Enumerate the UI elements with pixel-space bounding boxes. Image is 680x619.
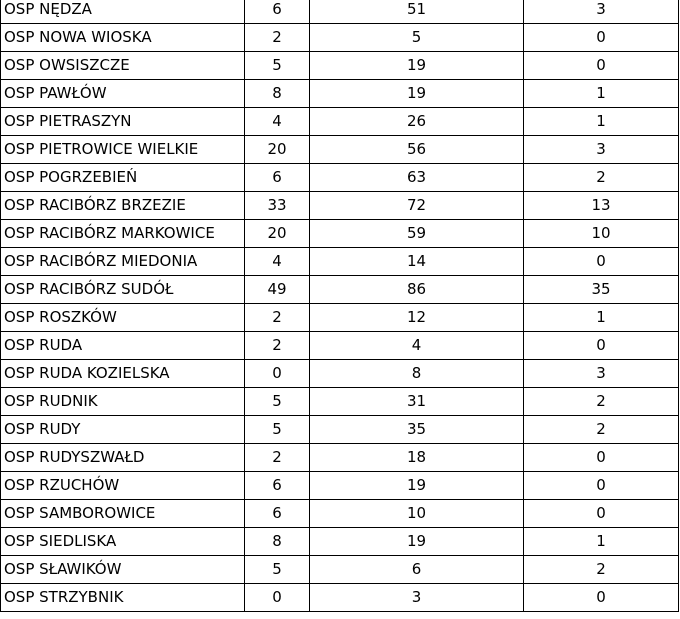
value-col-1-cell: 5 — [245, 388, 310, 416]
value-col-2-cell: 12 — [310, 304, 524, 332]
table-row — [1, 80, 679, 108]
value-col-3-cell: 2 — [524, 556, 679, 584]
unit-name-cell: OSP PIETROWICE WIELKIE — [1, 136, 245, 164]
value-col-3-cell: 0 — [524, 500, 679, 528]
value-col-3-cell: 0 — [524, 332, 679, 360]
value-col-2-cell: 19 — [310, 472, 524, 500]
value-col-2-cell: 5 — [310, 24, 524, 52]
value-col-3-cell: 0 — [524, 584, 679, 612]
unit-name-cell: OSP RUDA KOZIELSKA — [1, 360, 245, 388]
value-col-2-cell: 63 — [310, 164, 524, 192]
table-row — [1, 332, 679, 360]
value-col-1-cell: 0 — [245, 360, 310, 388]
value-col-1-cell: 0 — [245, 584, 310, 612]
value-col-3-cell: 35 — [524, 276, 679, 304]
value-col-3-cell: 2 — [524, 388, 679, 416]
table-row — [1, 276, 679, 304]
unit-name-cell: OSP SIEDLISKA — [1, 528, 245, 556]
value-col-3-cell: 0 — [524, 444, 679, 472]
table-row — [1, 136, 679, 164]
table-row — [1, 360, 679, 388]
unit-name-cell: OSP RUDNIK — [1, 388, 245, 416]
unit-name-cell: OSP PAWŁÓW — [1, 80, 245, 108]
value-col-2-cell: 10 — [310, 500, 524, 528]
value-col-3-cell: 3 — [524, 0, 679, 24]
table-row — [1, 24, 679, 52]
table-row — [1, 108, 679, 136]
value-col-2-cell: 86 — [310, 276, 524, 304]
unit-name-cell: OSP RACIBÓRZ SUDÓŁ — [1, 276, 245, 304]
value-col-2-cell: 6 — [310, 556, 524, 584]
value-col-3-cell: 0 — [524, 52, 679, 80]
table-row — [1, 192, 679, 220]
unit-name-cell: OSP OWSISZCZE — [1, 52, 245, 80]
value-col-2-cell: 56 — [310, 136, 524, 164]
value-col-2-cell: 14 — [310, 248, 524, 276]
table-row — [1, 0, 679, 24]
table-row — [1, 472, 679, 500]
table-row — [1, 304, 679, 332]
value-col-1-cell: 6 — [245, 500, 310, 528]
unit-name-cell: OSP SŁAWIKÓW — [1, 556, 245, 584]
value-col-1-cell: 8 — [245, 80, 310, 108]
unit-name-cell: OSP RACIBÓRZ MIEDONIA — [1, 248, 245, 276]
unit-name-cell: OSP SAMBOROWICE — [1, 500, 245, 528]
unit-name-cell: OSP PIETRASZYN — [1, 108, 245, 136]
value-col-3-cell: 0 — [524, 472, 679, 500]
value-col-3-cell: 1 — [524, 304, 679, 332]
value-col-1-cell: 20 — [245, 220, 310, 248]
value-col-2-cell: 19 — [310, 80, 524, 108]
value-col-2-cell: 59 — [310, 220, 524, 248]
value-col-1-cell: 2 — [245, 24, 310, 52]
value-col-1-cell: 6 — [245, 164, 310, 192]
table-row — [1, 220, 679, 248]
value-col-3-cell: 3 — [524, 360, 679, 388]
table-row — [1, 528, 679, 556]
value-col-2-cell: 31 — [310, 388, 524, 416]
table-row — [1, 500, 679, 528]
value-col-1-cell: 5 — [245, 416, 310, 444]
value-col-3-cell: 13 — [524, 192, 679, 220]
table-row — [1, 416, 679, 444]
table-row — [1, 248, 679, 276]
value-col-1-cell: 6 — [245, 0, 310, 24]
table-row — [1, 584, 679, 612]
value-col-1-cell: 4 — [245, 108, 310, 136]
value-col-3-cell: 1 — [524, 528, 679, 556]
table-row — [1, 164, 679, 192]
value-col-3-cell: 0 — [524, 248, 679, 276]
value-col-2-cell: 19 — [310, 528, 524, 556]
value-col-3-cell: 1 — [524, 80, 679, 108]
value-col-1-cell: 2 — [245, 444, 310, 472]
table-row — [1, 388, 679, 416]
unit-name-cell: OSP STRZYBNIK — [1, 584, 245, 612]
value-col-1-cell: 8 — [245, 528, 310, 556]
value-col-1-cell: 20 — [245, 136, 310, 164]
value-col-1-cell: 2 — [245, 332, 310, 360]
value-col-1-cell: 5 — [245, 556, 310, 584]
value-col-3-cell: 0 — [524, 24, 679, 52]
unit-name-cell: OSP NĘDZA — [1, 0, 245, 24]
value-col-2-cell: 19 — [310, 52, 524, 80]
value-col-1-cell: 49 — [245, 276, 310, 304]
unit-name-cell: OSP POGRZEBIEŃ — [1, 164, 245, 192]
value-col-2-cell: 18 — [310, 444, 524, 472]
value-col-3-cell: 2 — [524, 164, 679, 192]
table-row — [1, 556, 679, 584]
value-col-1-cell: 5 — [245, 52, 310, 80]
unit-name-cell: OSP NOWA WIOSKA — [1, 24, 245, 52]
value-col-1-cell: 4 — [245, 248, 310, 276]
unit-name-cell: OSP RACIBÓRZ MARKOWICE — [1, 220, 245, 248]
unit-name-cell: OSP RUDA — [1, 332, 245, 360]
value-col-2-cell: 26 — [310, 108, 524, 136]
value-col-3-cell: 1 — [524, 108, 679, 136]
value-col-1-cell: 2 — [245, 304, 310, 332]
unit-name-cell: OSP RZUCHÓW — [1, 472, 245, 500]
value-col-2-cell: 72 — [310, 192, 524, 220]
table-row — [1, 444, 679, 472]
value-col-2-cell: 35 — [310, 416, 524, 444]
unit-name-cell: OSP RACIBÓRZ BRZEZIE — [1, 192, 245, 220]
unit-name-cell: OSP RUDY — [1, 416, 245, 444]
value-col-2-cell: 3 — [310, 584, 524, 612]
value-col-2-cell: 8 — [310, 360, 524, 388]
value-col-1-cell: 6 — [245, 472, 310, 500]
value-col-2-cell: 4 — [310, 332, 524, 360]
value-col-2-cell: 51 — [310, 0, 524, 24]
table-row — [1, 52, 679, 80]
value-col-3-cell: 2 — [524, 416, 679, 444]
table-body — [1, 0, 679, 612]
value-col-1-cell: 33 — [245, 192, 310, 220]
value-col-3-cell: 10 — [524, 220, 679, 248]
value-col-3-cell: 3 — [524, 136, 679, 164]
unit-name-cell: OSP RUDYSZWAŁD — [1, 444, 245, 472]
unit-name-cell: OSP ROSZKÓW — [1, 304, 245, 332]
